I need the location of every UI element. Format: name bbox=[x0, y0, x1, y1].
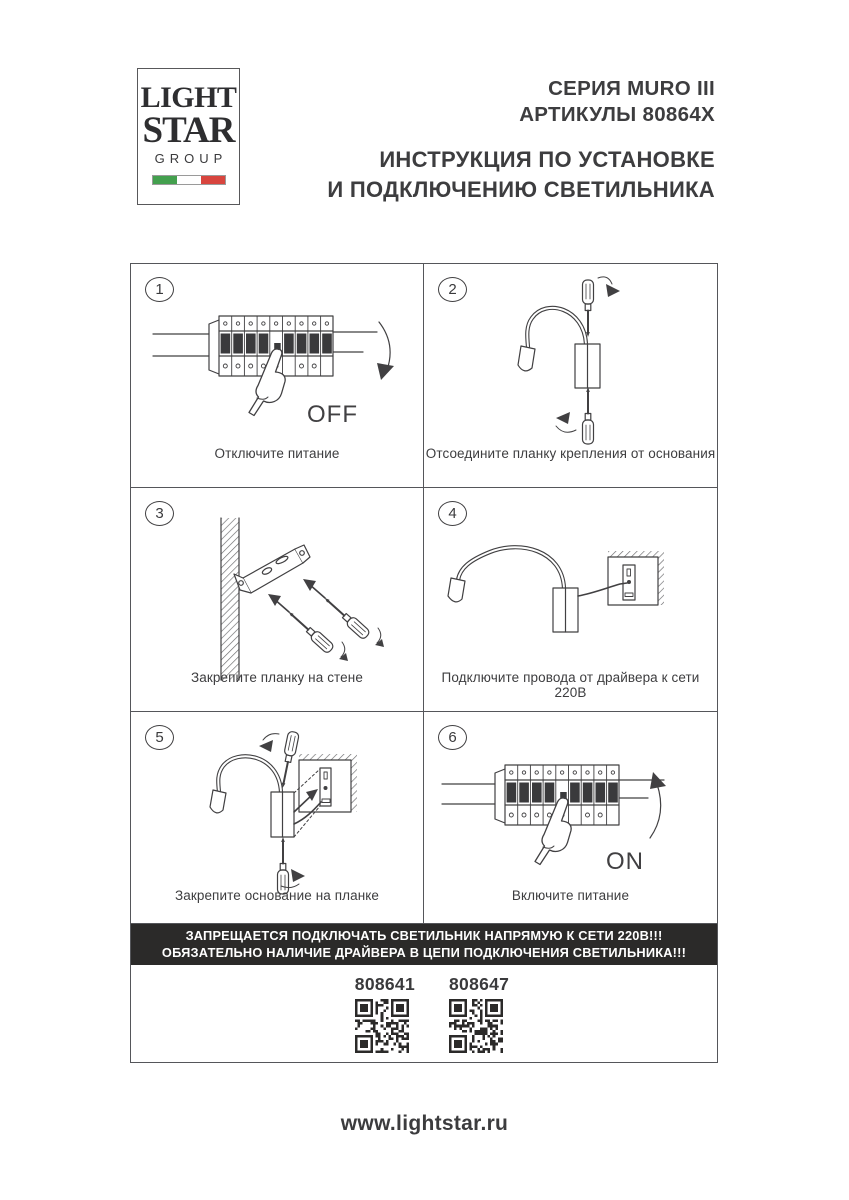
step-panel-1 bbox=[131, 264, 424, 488]
step-number-badge: 2 bbox=[438, 277, 467, 302]
mounting-plate bbox=[243, 549, 303, 593]
warning-line-2: ОБЯЗАТЕЛЬНО НАЛИЧИЕ ДРАЙВЕРА В ЦЕПИ ПОДКЛЮЧЕНИЯ СВЕТИЛЬНИКА!!! bbox=[161, 945, 687, 960]
step-panel-5 bbox=[131, 712, 424, 924]
arrow-left-icon bbox=[556, 412, 570, 424]
lamp-head bbox=[518, 346, 535, 371]
website-url: www.lightstar.ru bbox=[340, 1112, 509, 1135]
logo-word-light: LIGHT bbox=[140, 81, 237, 114]
step-number-badge: 5 bbox=[145, 725, 174, 750]
italian-flag-stripe bbox=[152, 175, 226, 185]
product-808641 bbox=[355, 974, 415, 1062]
step-number-badge: 6 bbox=[438, 725, 467, 750]
article-number: 808647 bbox=[449, 974, 510, 994]
step-caption: Закрепите планку на стене bbox=[191, 670, 363, 685]
flag-red bbox=[201, 176, 225, 184]
step-caption: Отсоедините планку крепления от основания bbox=[425, 446, 716, 461]
products-row bbox=[139, 965, 725, 1062]
step-panel-3 bbox=[131, 488, 424, 712]
step-caption: Включите питание bbox=[511, 888, 630, 903]
step-caption: Закрепите основание на планке bbox=[174, 888, 380, 903]
step-number-badge: 3 bbox=[145, 501, 174, 526]
step-number-badge: 1 bbox=[145, 277, 174, 302]
warning-banner bbox=[131, 924, 717, 965]
flag-green bbox=[153, 176, 177, 184]
document-title: ИНСТРУКЦИЯ ПО УСТАНОВКЕ И ПОДКЛЮЧЕНИЮ СВЕТИЛЬНИКА bbox=[327, 147, 715, 202]
off-label: OFF bbox=[307, 401, 358, 428]
steps-grid bbox=[130, 263, 718, 1063]
qr-code-808647 bbox=[449, 999, 503, 1053]
wall-hatch bbox=[221, 518, 239, 680]
product-808647 bbox=[449, 974, 509, 1062]
logo-word-star: STAR bbox=[142, 110, 235, 151]
on-label: ON bbox=[606, 848, 644, 875]
step-number-badge: 4 bbox=[438, 501, 467, 526]
series-name: СЕРИЯ MURO III bbox=[548, 77, 715, 100]
qr-code-808641 bbox=[355, 999, 409, 1053]
step-caption: Подключите провода от драйвера к сети 220В bbox=[441, 670, 700, 700]
arrow-right-icon bbox=[606, 284, 620, 297]
lightstar-logo bbox=[137, 68, 240, 205]
warning-line-1: ЗАПРЕЩАЕТСЯ ПОДКЛЮЧАТЬ СВЕТИЛЬНИК НАПРЯМУЮ К СЕТИ 220В!!! bbox=[185, 927, 663, 943]
step-panel-6 bbox=[424, 712, 717, 924]
lamp-head bbox=[448, 578, 465, 602]
arrow-left-icon bbox=[259, 740, 273, 752]
article-number: 808641 bbox=[354, 974, 415, 994]
step-caption: Отключите питание bbox=[214, 446, 340, 461]
logo-word-group: GROUP bbox=[154, 151, 228, 166]
lamp-head bbox=[210, 790, 226, 813]
arrow-right-icon bbox=[291, 869, 305, 882]
articles-line: АРТИКУЛЫ 80864X bbox=[519, 103, 715, 126]
flag-white bbox=[177, 176, 201, 184]
gooseneck-tube bbox=[458, 547, 564, 588]
step-panel-2 bbox=[424, 264, 717, 488]
arrow-down-icon bbox=[377, 363, 394, 380]
header-titles bbox=[327, 76, 715, 205]
step-panel-4 bbox=[424, 488, 717, 712]
